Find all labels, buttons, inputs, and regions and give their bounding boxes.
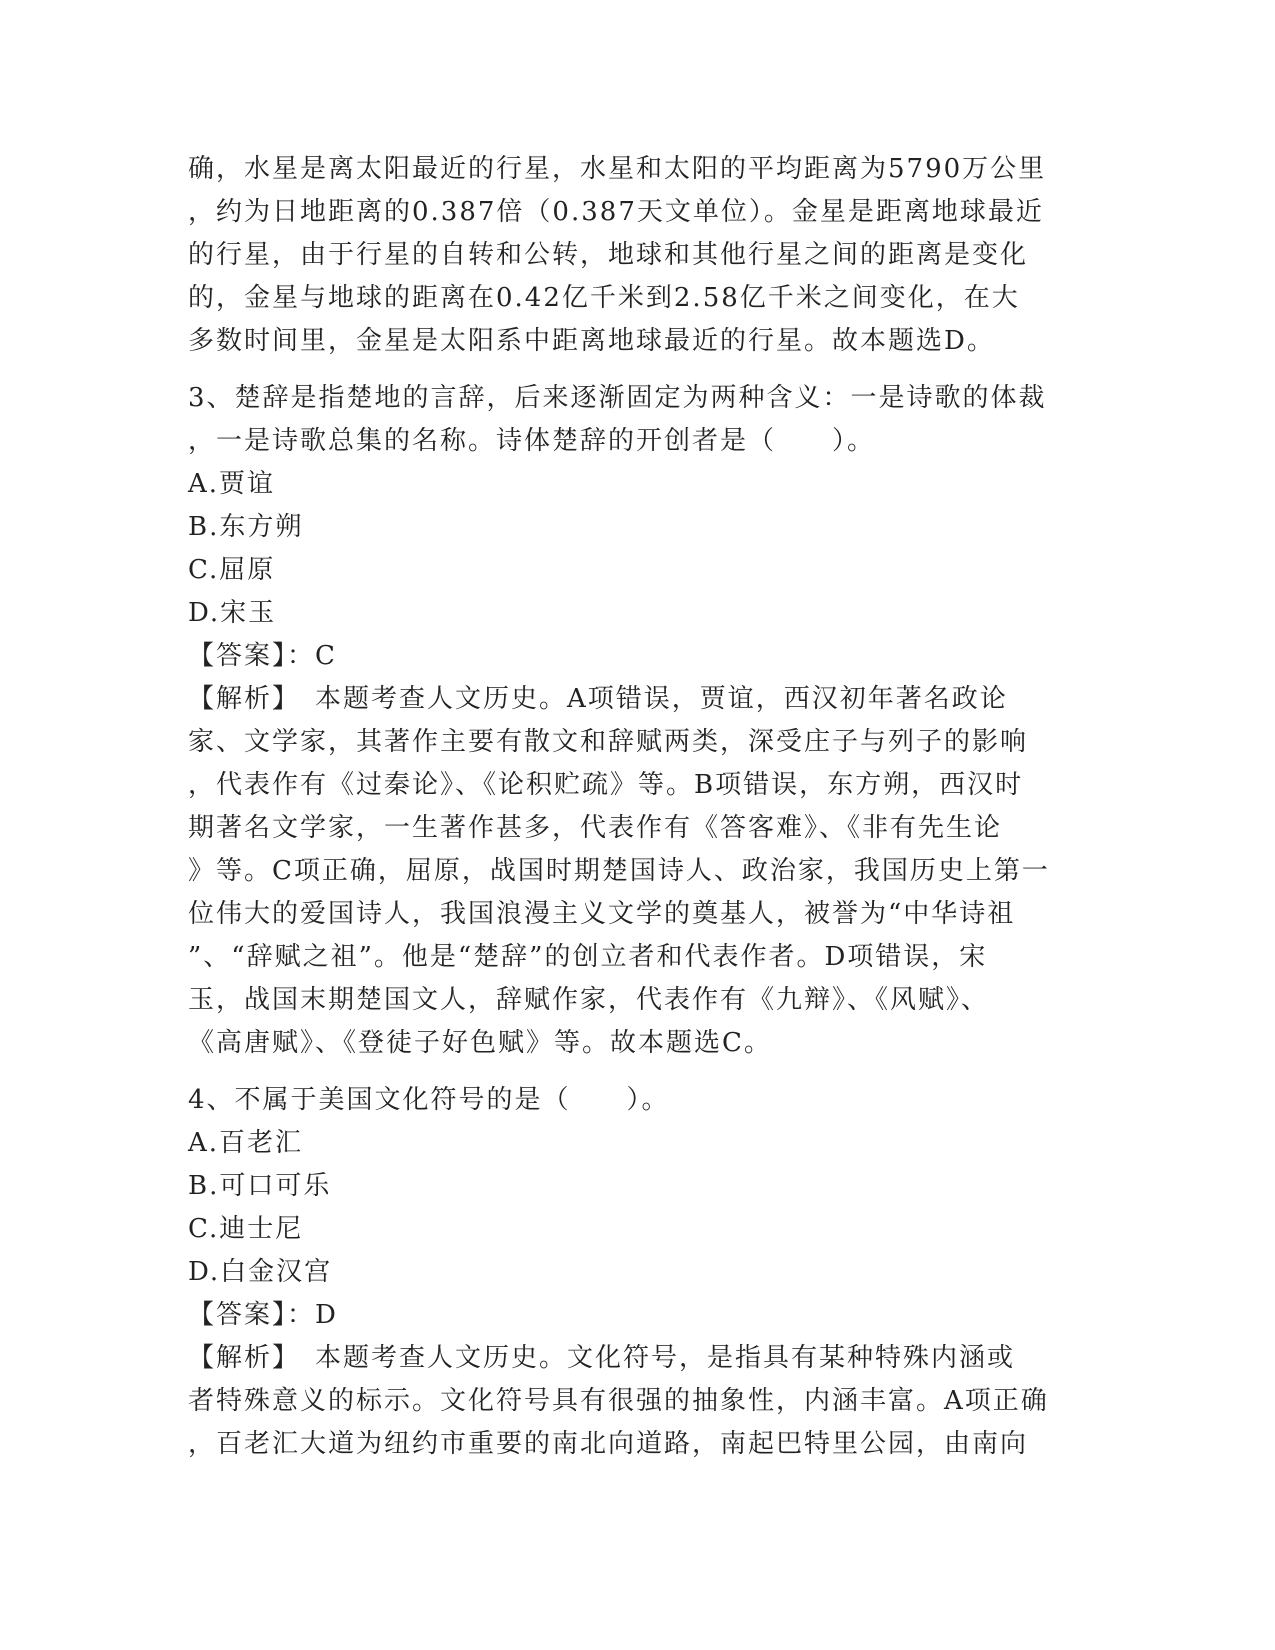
option-a: A.百老汇: [188, 1128, 304, 1158]
option-c: C.迪士尼: [188, 1214, 304, 1244]
text-line: 家、文学家，其著作主要有散文和辞赋两类，深受庄子与列子的影响: [188, 727, 1029, 757]
text-line: 玉，战国末期楚国文人，辞赋作家，代表作有《九辩》、《风赋》、: [188, 985, 990, 1015]
question-3: [188, 377, 1088, 1065]
option-b: B.东方朔: [188, 512, 304, 542]
text-line: 》等。C项正确，屈原，战国时期楚国诗人、政治家，我国历史上第一: [188, 856, 1050, 886]
option-c: C.屈原: [188, 555, 276, 585]
option-d: D.白金汉宫: [188, 1257, 333, 1287]
text-line: 的，金星与地球的距离在0.42亿千米到2.58亿千米之间变化，在大: [188, 283, 1020, 313]
text-line: 多数时间里，金星是太阳系中距离地球最近的行星。故本题选D。: [188, 326, 995, 356]
question-3-analysis: [188, 678, 1088, 1065]
question-4-stem: [188, 1079, 1088, 1122]
text-line: 《高唐赋》、《登徒子好色赋》等。故本题选C。: [188, 1028, 772, 1058]
text-line: ，一是诗歌总集的名称。诗体楚辞的开创者是（ ）。: [188, 426, 876, 456]
option-d: D.宋玉: [188, 598, 277, 628]
paragraph-gap: [188, 1065, 1088, 1079]
text-line: ，约为日地距离的0.387倍（0.387天文单位）。金星是距离地球最近: [188, 197, 1044, 227]
text-line: ，百老汇大道为纽约市重要的南北向道路，南起巴特里公园，由南向: [188, 1429, 1029, 1459]
text-line: 确，水星是离太阳最近的行星，水星和太阳的平均距离为5790万公里: [188, 154, 1047, 184]
text-line: 【解析】 本题考查人文历史。文化符号，是指具有某种特殊内涵或: [188, 1343, 1016, 1373]
option-b: B.可口可乐: [188, 1171, 332, 1201]
text-line: ，代表作有《过秦论》、《论积贮疏》等。B项错误，东方朔，西汉时: [188, 770, 1024, 800]
text-line: 4、不属于美国文化符号的是（ ）。: [188, 1085, 670, 1115]
text-line: 的行星，由于行星的自转和公转，地球和其他行星之间的距离是变化: [188, 240, 1029, 270]
paragraph-gap: [188, 363, 1088, 377]
question-3-answer: 【答案】：C: [188, 641, 337, 671]
question-4-analysis: [188, 1337, 1088, 1466]
question-4-answer: 【答案】：D: [188, 1300, 338, 1330]
question-4-options: [188, 1122, 1088, 1294]
question-3-stem: [188, 377, 1088, 463]
text-line: 位伟大的爱国诗人，我国浪漫主义文学的奠基人，被誉为“中华诗祖: [188, 899, 1016, 929]
question-3-options: [188, 463, 1088, 635]
text-line: 3、楚辞是指楚地的言辞，后来逐渐固定为两种含义：一是诗歌的体裁: [188, 383, 1047, 413]
option-a: A.贾谊: [188, 469, 276, 499]
document-page: [188, 148, 1088, 1466]
text-line: 【解析】 本题考查人文历史。A项错误，贾谊，西汉初年著名政论: [188, 684, 1008, 714]
previous-question-analysis-continuation: [188, 148, 1088, 363]
question-4: [188, 1079, 1088, 1466]
text-line: ”、“辞赋之祖”。他是“楚辞”的创立者和代表作者。D项错误，宋: [188, 942, 988, 972]
text-line: 者特殊意义的标示。文化符号具有很强的抽象性，内涵丰富。A项正确: [188, 1386, 1049, 1416]
text-line: 期著名文学家，一生著作甚多，代表作有《答客难》、《非有先生论: [188, 813, 1003, 843]
